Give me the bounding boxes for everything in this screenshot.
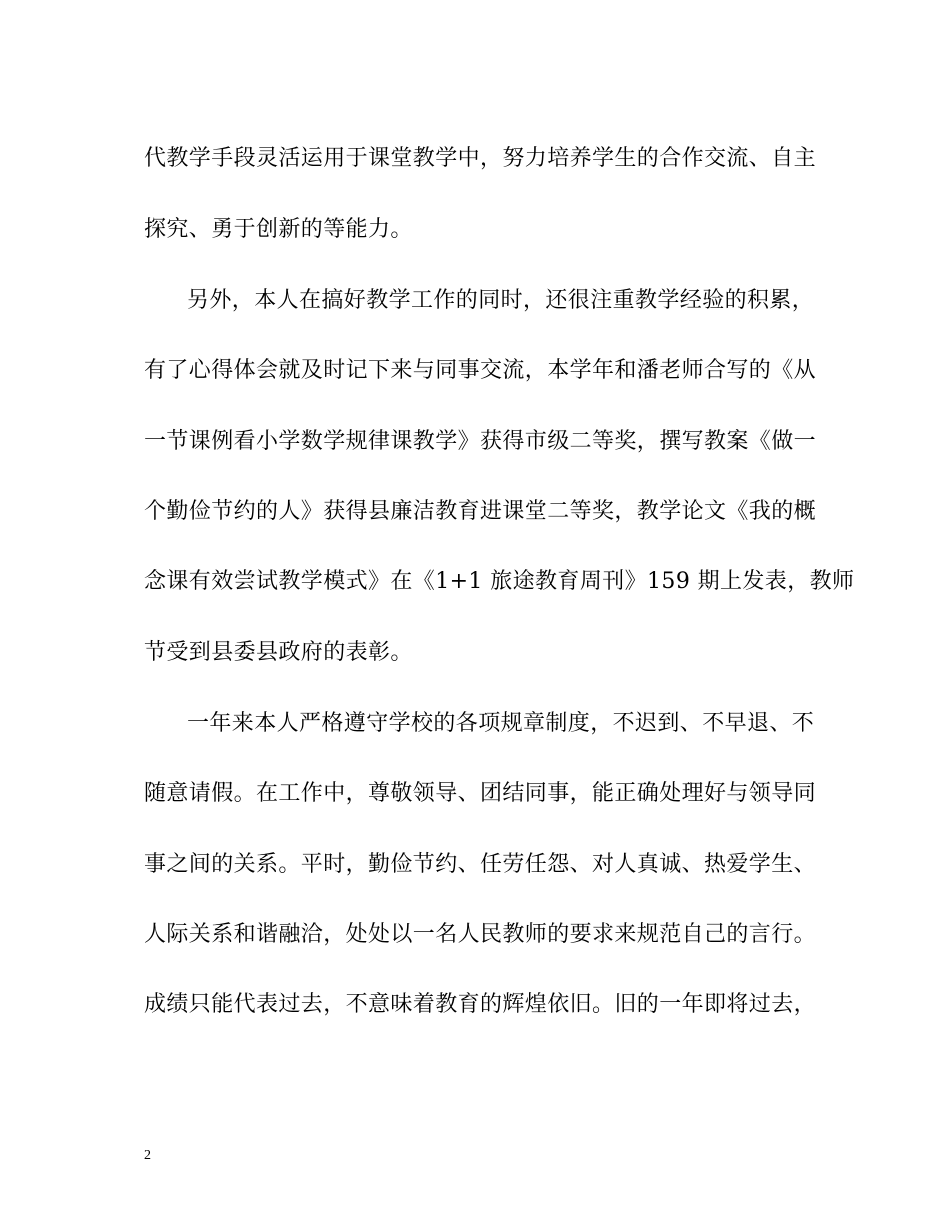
text-line: 个勤俭节约的人》获得县廉洁教育进课堂二等奖，教学论文《我的概 xyxy=(144,499,817,524)
text-line: 代教学手段灵活运用于课堂教学中，努力培养学生的合作交流、自主 xyxy=(144,146,817,171)
text-line: 念课有效尝试教学模式》在《1+1 旅途教育周刊》159 期上发表，教师 xyxy=(144,569,855,594)
text-line: 人际关系和谐融洽，处处以一名人民教师的要求来规范自己的言行。 xyxy=(144,922,817,947)
text-line: 探究、勇于创新的等能力。 xyxy=(144,217,413,242)
text-line: 一年来本人严格遵守学校的各项规章制度，不迟到、不早退、不 xyxy=(187,711,815,736)
page-number: 2 xyxy=(144,1148,151,1163)
text-line: 随意请假。在工作中，尊敬领导、团结同事，能正确处理好与领导同 xyxy=(144,781,817,806)
text-line: 成绩只能代表过去，不意味着教育的辉煌依旧。旧的一年即将过去， xyxy=(144,992,817,1017)
text-line: 节受到县委县政府的表彰。 xyxy=(144,640,413,665)
text-line: 事之间的关系。平时，勤俭节约、任劳任怨、对人真诚、热爱学生、 xyxy=(144,852,817,877)
text-line: 有了心得体会就及时记下来与同事交流，本学年和潘老师合写的《从 xyxy=(144,358,817,383)
text-line: 一节课例看小学数学规律课教学》获得市级二等奖，撰写教案《做一 xyxy=(144,429,817,454)
text-line: 另外，本人在搞好教学工作的同时，还很注重教学经验的积累， xyxy=(187,288,815,313)
